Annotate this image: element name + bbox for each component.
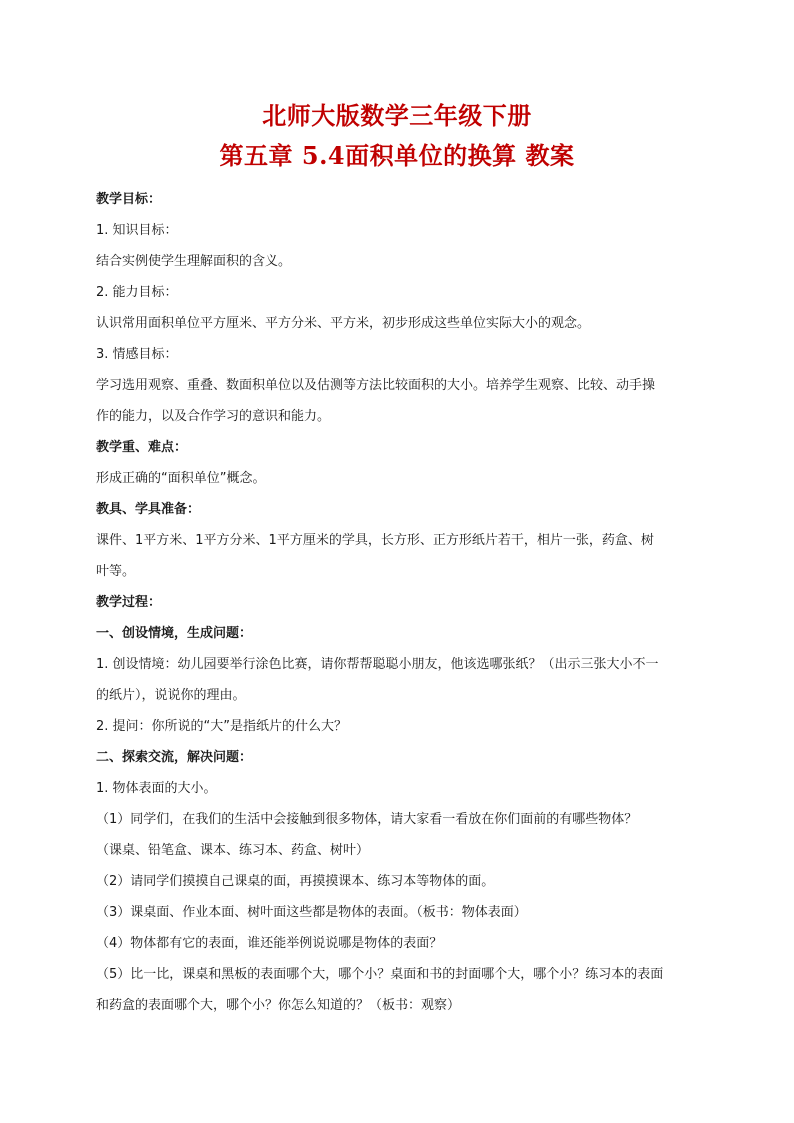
body-text-line: 3. 情感目标：: [96, 347, 178, 362]
body-text-line: 作的能力，以及合作学习的意识和能力。: [96, 409, 331, 424]
section-heading: 教学过程：: [96, 595, 162, 610]
body-text-line: 学习选用观察、重叠、数面积单位以及估测等方法比较面积的大小。培养学生观察、比较、动手操: [96, 378, 656, 393]
body-text-line: 1. 知识目标：: [96, 223, 178, 238]
document-title: 北师大版数学三年级下册: [262, 101, 532, 130]
body-text-line: 2. 能力目标：: [96, 285, 178, 300]
document-body: [96, 184, 700, 1021]
section-heading: 一、创设情境，生成问题：: [96, 626, 253, 641]
body-text-line: 和药盒的表面哪个大，哪个小？你怎么知道的？（板书：观察）: [96, 998, 461, 1013]
body-text-line: （1）同学们，在我们的生活中会接触到很多物体，请大家看一看放在你们面前的有哪些物体？: [96, 812, 638, 827]
body-text-line: 形成正确的“面积单位”概念。: [96, 471, 266, 486]
body-text-line: （4）物体都有它的表面，谁还能举例说说哪是物体的表面？: [96, 936, 443, 951]
body-text-line: 课件、1平方米、1平方分米、1平方厘米的学具，长方形、正方形纸片若干，相片一张，药盒、树: [96, 533, 654, 548]
document-subtitle: 第五章 5.4面积单位的换算 教案: [219, 141, 575, 170]
body-text-line: 1. 创设情境：幼儿园要举行涂色比赛，请你帮帮聪聪小朋友，他该选哪张纸？（出示三张大小不一: [96, 657, 659, 672]
body-text-line: 认识常用面积单位平方厘米、平方分米、平方米，初步形成这些单位实际大小的观念。: [96, 316, 591, 331]
title-block: [0, 96, 794, 176]
section-heading: 教具、学具准备：: [96, 502, 201, 517]
body-text-line: 结合实例使学生理解面积的含义。: [96, 254, 292, 269]
body-text-line: （2）请同学们摸摸自己课桌的面，再摸摸课本、练习本等物体的面。: [96, 874, 495, 889]
body-text-line: 叶等。: [96, 564, 136, 579]
body-text-line: 1. 物体表面的大小。: [96, 781, 217, 796]
body-text-line: 的纸片），说说你的理由。: [96, 688, 246, 703]
section-heading: 教学重、难点：: [96, 440, 188, 455]
body-text-line: 2. 提问：你所说的“大”是指纸片的什么大？: [96, 719, 348, 734]
section-heading: 二、探索交流，解决问题：: [96, 750, 253, 765]
body-text-line: （课桌、铅笔盒、课本、练习本、药盒、树叶）: [96, 843, 370, 858]
body-text-line: （3）课桌面、作业本面、树叶面这些都是物体的表面。（板书：物体表面）: [96, 905, 527, 920]
section-heading: 教学目标：: [96, 192, 162, 207]
body-text-line: （5）比一比，课桌和黑板的表面哪个大，哪个小？桌面和书的封面哪个大，哪个小？练习本的表面: [96, 967, 664, 982]
